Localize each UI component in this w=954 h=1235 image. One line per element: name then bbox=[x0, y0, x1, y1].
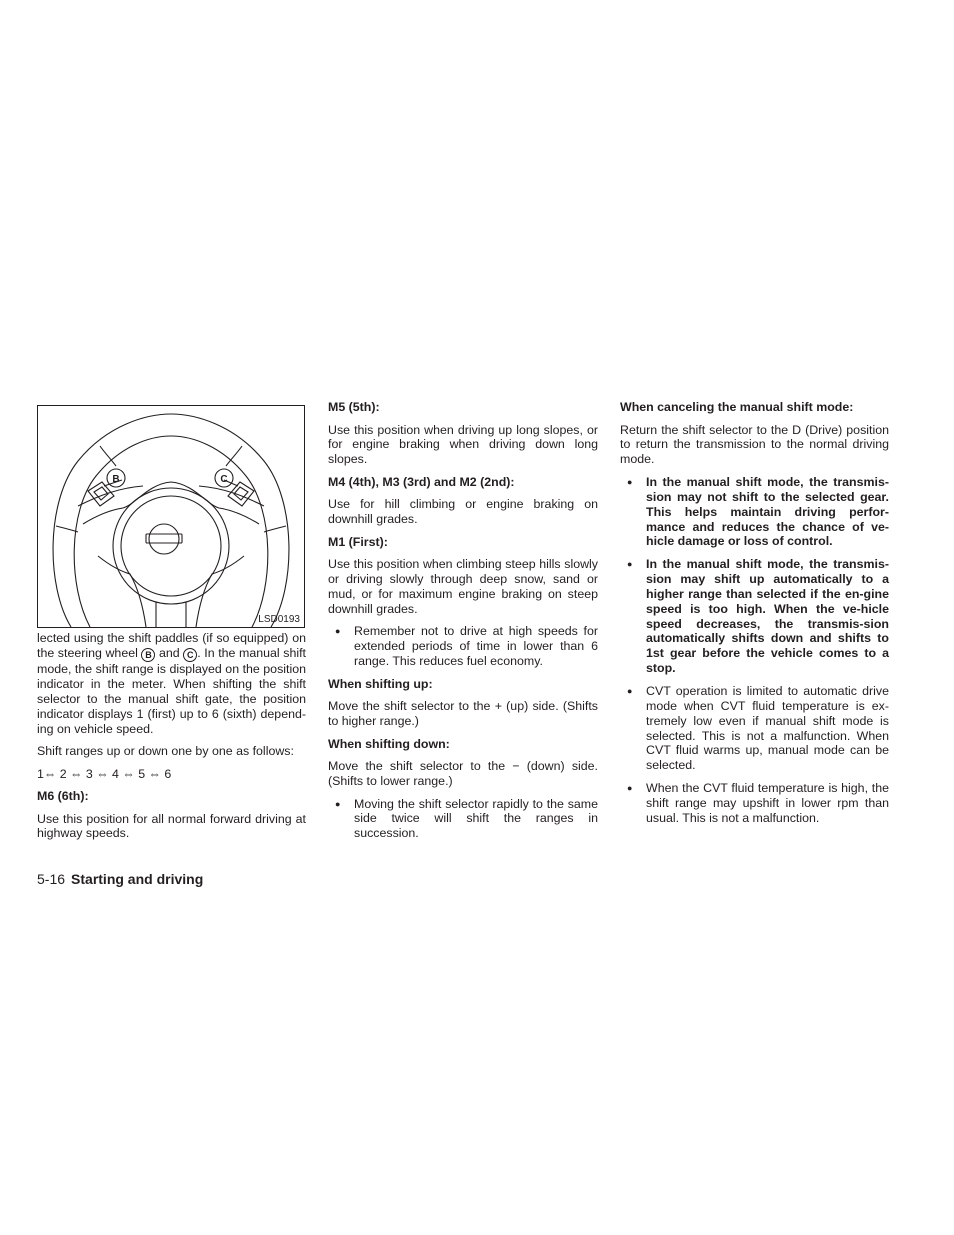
steering-wheel-illustration bbox=[38, 406, 304, 627]
heading-m5: M5 (5th): bbox=[328, 400, 380, 414]
heading-m4: M4 (4th), M3 (3rd) and M2 (2nd): bbox=[328, 474, 515, 489]
paragraph-canceling: Return the shift selector to the D (Drive) position to return the transmission to the normal driving mode. bbox=[620, 422, 889, 467]
heading-shifting-down: When shifting down: bbox=[328, 736, 450, 751]
bullet-list-m1 bbox=[328, 624, 598, 669]
heading-m6: M6 (6th): bbox=[37, 789, 89, 804]
paragraph-m6: Use this position for all normal forward driving at highway speeds. bbox=[37, 811, 306, 841]
column-1 bbox=[37, 400, 306, 849]
paragraph-m4: Use for hill climbing or engine braking on downhill grades. bbox=[328, 497, 598, 527]
label-b-icon: B bbox=[141, 648, 155, 662]
paragraph-shift-sequence: 1⇔ 2 ⇔ 3 ⇔ 4 ⇔ 5 ⇔ 6 bbox=[37, 766, 172, 781]
bullet-item: ● Remember not to drive at high speeds for extended periods of time in lower than 6 range. This reduces fuel economy. bbox=[328, 624, 598, 669]
bullet-item-warning: ● In the manual shift mode, the transmis-sion may not shift to the selected gear. This helps maintain driving perfor-mance and reduces the chance of ve-hicle damage or loss of control. bbox=[620, 475, 889, 550]
heading-m1: M1 (First): bbox=[328, 534, 388, 549]
column-2 bbox=[328, 400, 598, 849]
label-c-icon: C bbox=[183, 648, 197, 662]
callout-c: C bbox=[220, 474, 228, 485]
paragraph-shift-paddles bbox=[37, 631, 306, 736]
bullet-list-shifting-down bbox=[328, 797, 598, 842]
bullet-item: ● CVT operation is limited to automatic drive mode when CVT fluid temperature is ex-tremely low even if manual shift mode is selected. This is not a malfunction. When CVT fluid warms up, manual mode can be selected. bbox=[620, 684, 889, 773]
callout-b: B bbox=[112, 474, 120, 485]
paragraph-m1: Use this position when climbing steep hills slowly or driving slowly through deep snow, sand or mud, or for maximum engine braking on steep downhill grades. bbox=[328, 557, 598, 616]
bullet-item: ● Moving the shift selector rapidly to the same side twice will shift the ranges in succession. bbox=[328, 797, 598, 842]
paragraph-shifting-down: Move the shift selector to the − (down) side. (Shifts to lower range.) bbox=[328, 759, 598, 789]
heading-canceling: When canceling the manual shift mode: bbox=[620, 400, 854, 414]
column-3 bbox=[620, 400, 889, 833]
text-span: . In the manual shift mode, the shift range is displayed on the position indicator in the meter. When shifting the shift selector to the manual shift gate, the position indicator displays 1 (first) up to 6 (sixth) depend-ing on vehicle speed. bbox=[37, 645, 306, 736]
figure-id: LSD0193 bbox=[258, 614, 300, 625]
heading-shifting-up: When shifting up: bbox=[328, 676, 433, 691]
paragraph-shift-ranges: Shift ranges up or down one by one as follows: bbox=[37, 744, 294, 759]
bullet-item: ● When the CVT fluid temperature is high, the shift range may upshift in lower rpm than usual. This is not a malfunction. bbox=[620, 781, 889, 826]
text-span: and bbox=[155, 645, 184, 660]
paragraph-m5: Use this position when driving up long slopes, or for engine braking when driving down long slopes. bbox=[328, 422, 598, 467]
section-title: Starting and driving bbox=[71, 871, 204, 887]
page-footer bbox=[37, 871, 203, 887]
page-number: 5-16 bbox=[37, 871, 66, 887]
steering-wheel-figure bbox=[37, 405, 305, 628]
paragraph-shifting-up: Move the shift selector to the + (up) side. (Shifts to higher range.) bbox=[328, 699, 598, 729]
bullet-item-warning: ● In the manual shift mode, the transmis-sion may shift up automatically to a higher range than selected if the en-gine speed is too high. When the ve-hicle speed decreases, the transmis-sion automatically shifts down and shifts to 1st gear before the vehicle comes to a stop. bbox=[620, 557, 889, 676]
text-span: lected using the shift paddles (if so equipped) on the steering wheel bbox=[37, 631, 306, 660]
bullet-list-canceling bbox=[620, 475, 889, 826]
